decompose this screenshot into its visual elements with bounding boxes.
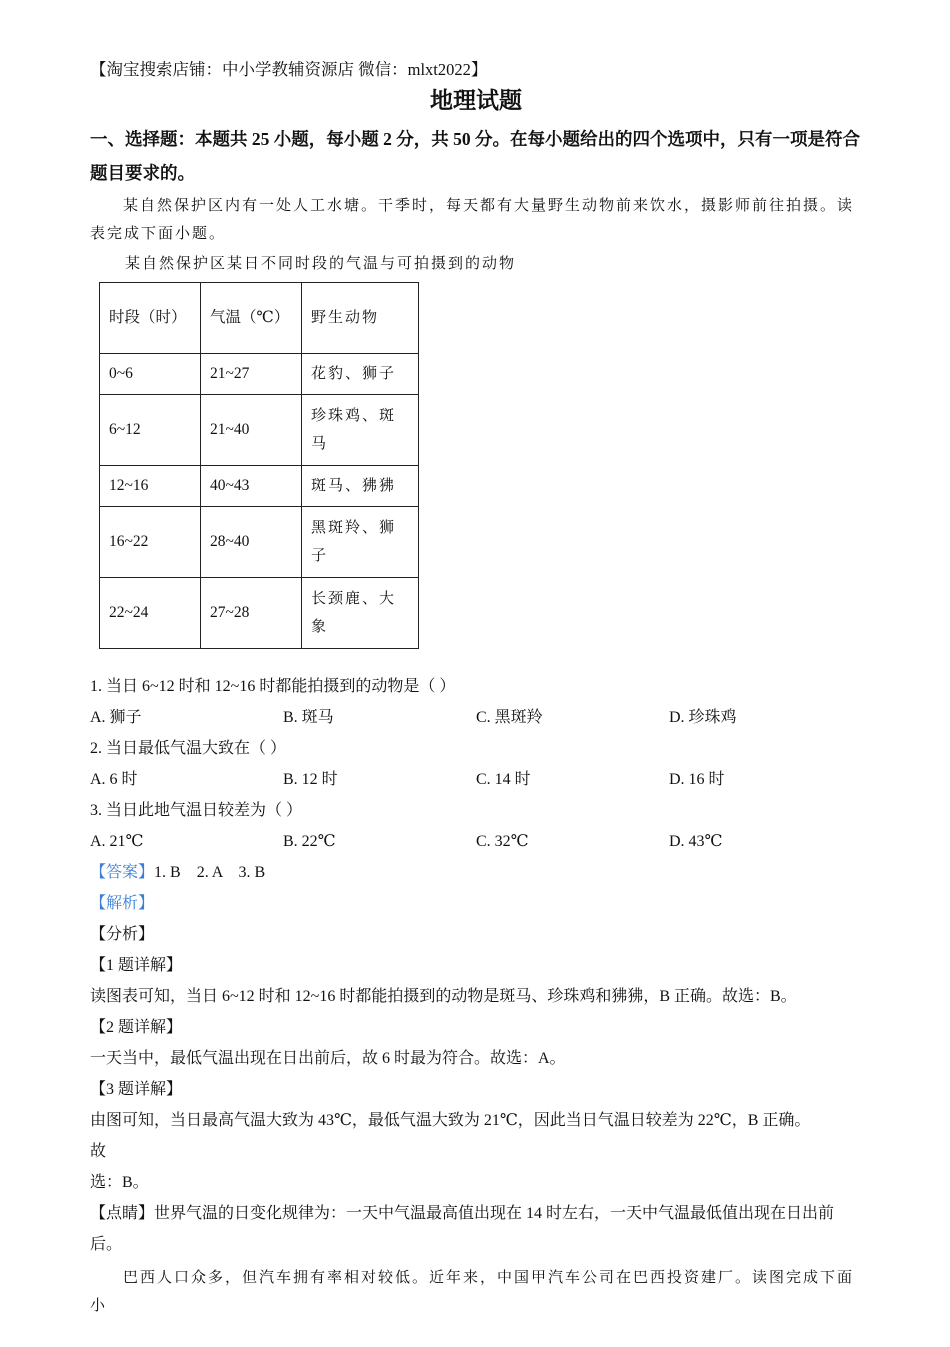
header-cell: 气温（℃） — [201, 283, 302, 354]
answer-line — [90, 857, 862, 888]
answer-label: 【答案】 — [90, 864, 155, 881]
detail-3-text: 由图可知，当日最高气温大致为 43℃，最低气温大致为 21℃，因此当日气温日较差为 22℃，B 正确。 — [90, 1112, 811, 1129]
option-b: B. 斑马 — [283, 709, 334, 726]
dianjing-note: 【点睛】世界气温的日变化规律为：一天中气温最高值出现在 14 时左右，一天中气温最低值出现在日出前后。 — [90, 1205, 835, 1253]
data-table — [99, 282, 419, 649]
question-3-stem: 3. 当日此地气温日较差为（ ） — [90, 802, 303, 819]
document-page — [90, 56, 862, 1320]
section-heading: 一、选择题：本题共 25 小题，每小题 2 分，共 50 分。在每小题给出的四个选项中，只有一项是符合题目要求的。 — [90, 129, 860, 183]
detail-3-text-cont: 故 — [90, 1143, 107, 1160]
table-cell: 21~40 — [201, 395, 302, 466]
detail-3-label: 【3 题详解】 — [90, 1081, 183, 1098]
table-row — [100, 395, 419, 466]
intro-paragraph: 某自然保护区内有一处人工水塘。干季时，每天都有大量野生动物前来饮水，摄影师前往拍摄。读表完成下面小题。 — [90, 198, 855, 242]
header-cell: 时段（时） — [100, 283, 201, 354]
option-d: D. 16 时 — [669, 771, 725, 788]
question-1-options — [90, 702, 862, 733]
table-cell: 21~27 — [201, 354, 302, 395]
detail-2-text: 一天当中，最低气温出现在日出前后，故 6 时最为符合。故选：A。 — [90, 1050, 566, 1067]
table-cell: 27~28 — [201, 578, 302, 649]
table-row — [100, 507, 419, 578]
detail-1-label: 【1 题详解】 — [90, 957, 183, 974]
answer-text: 1. B 2. A 3. B — [154, 864, 266, 881]
table-cell: 黑斑羚、狮子 — [302, 507, 419, 578]
fenxi-label: 【分析】 — [90, 926, 155, 943]
option-c: C. 32℃ — [476, 833, 529, 850]
option-c: C. 黑斑羚 — [476, 709, 543, 726]
question-2-options — [90, 764, 862, 795]
question-3-options — [90, 826, 862, 857]
table-header-row — [100, 283, 419, 354]
table-cell: 22~24 — [100, 578, 201, 649]
question-2-stem: 2. 当日最低气温大致在（ ） — [90, 740, 287, 757]
table-cell: 珍珠鸡、斑马 — [302, 395, 419, 466]
option-a: A. 6 时 — [90, 771, 138, 788]
header-note: 【淘宝搜索店铺：中小学教辅资源店 微信：mlxt2022】 — [90, 60, 488, 79]
next-intro-paragraph: 巴西人口众多，但汽车拥有率相对较低。近年来，中国甲汽车公司在巴西投资建厂。读图完成下面小 — [90, 1270, 855, 1314]
option-d: D. 43℃ — [669, 833, 723, 850]
table-cell: 花豹、狮子 — [302, 354, 419, 395]
option-b: B. 12 时 — [283, 771, 338, 788]
table-row — [100, 578, 419, 649]
option-b: B. 22℃ — [283, 833, 336, 850]
detail-2-label: 【2 题详解】 — [90, 1019, 183, 1036]
option-d: D. 珍珠鸡 — [669, 709, 737, 726]
table-cell: 0~6 — [100, 354, 201, 395]
option-c: C. 14 时 — [476, 771, 531, 788]
table-cell: 16~22 — [100, 507, 201, 578]
detail-1-text: 读图表可知，当日 6~12 时和 12~16 时都能拍摄到的动物是斑马、珍珠鸡和狒狒，B 正确。故选：B。 — [90, 988, 797, 1005]
table-cell: 40~43 — [201, 466, 302, 507]
table-row — [100, 466, 419, 507]
detail-3-text-end: 选：B。 — [90, 1174, 149, 1191]
table-cell: 6~12 — [100, 395, 201, 466]
table-cell: 28~40 — [201, 507, 302, 578]
table-caption: 某自然保护区某日不同时段的气温与可拍摄到的动物 — [125, 256, 517, 272]
table-cell: 斑马、狒狒 — [302, 466, 419, 507]
table-cell: 12~16 — [100, 466, 201, 507]
page-title: 地理试题 — [430, 88, 522, 113]
option-a: A. 狮子 — [90, 709, 142, 726]
table-cell: 长颈鹿、大象 — [302, 578, 419, 649]
question-1-stem: 1. 当日 6~12 时和 12~16 时都能拍摄到的动物是（ ） — [90, 678, 456, 695]
analysis-label: 【解析】 — [90, 895, 155, 912]
table-row — [100, 354, 419, 395]
option-a: A. 21℃ — [90, 833, 144, 850]
header-cell: 野生动物 — [302, 283, 419, 354]
